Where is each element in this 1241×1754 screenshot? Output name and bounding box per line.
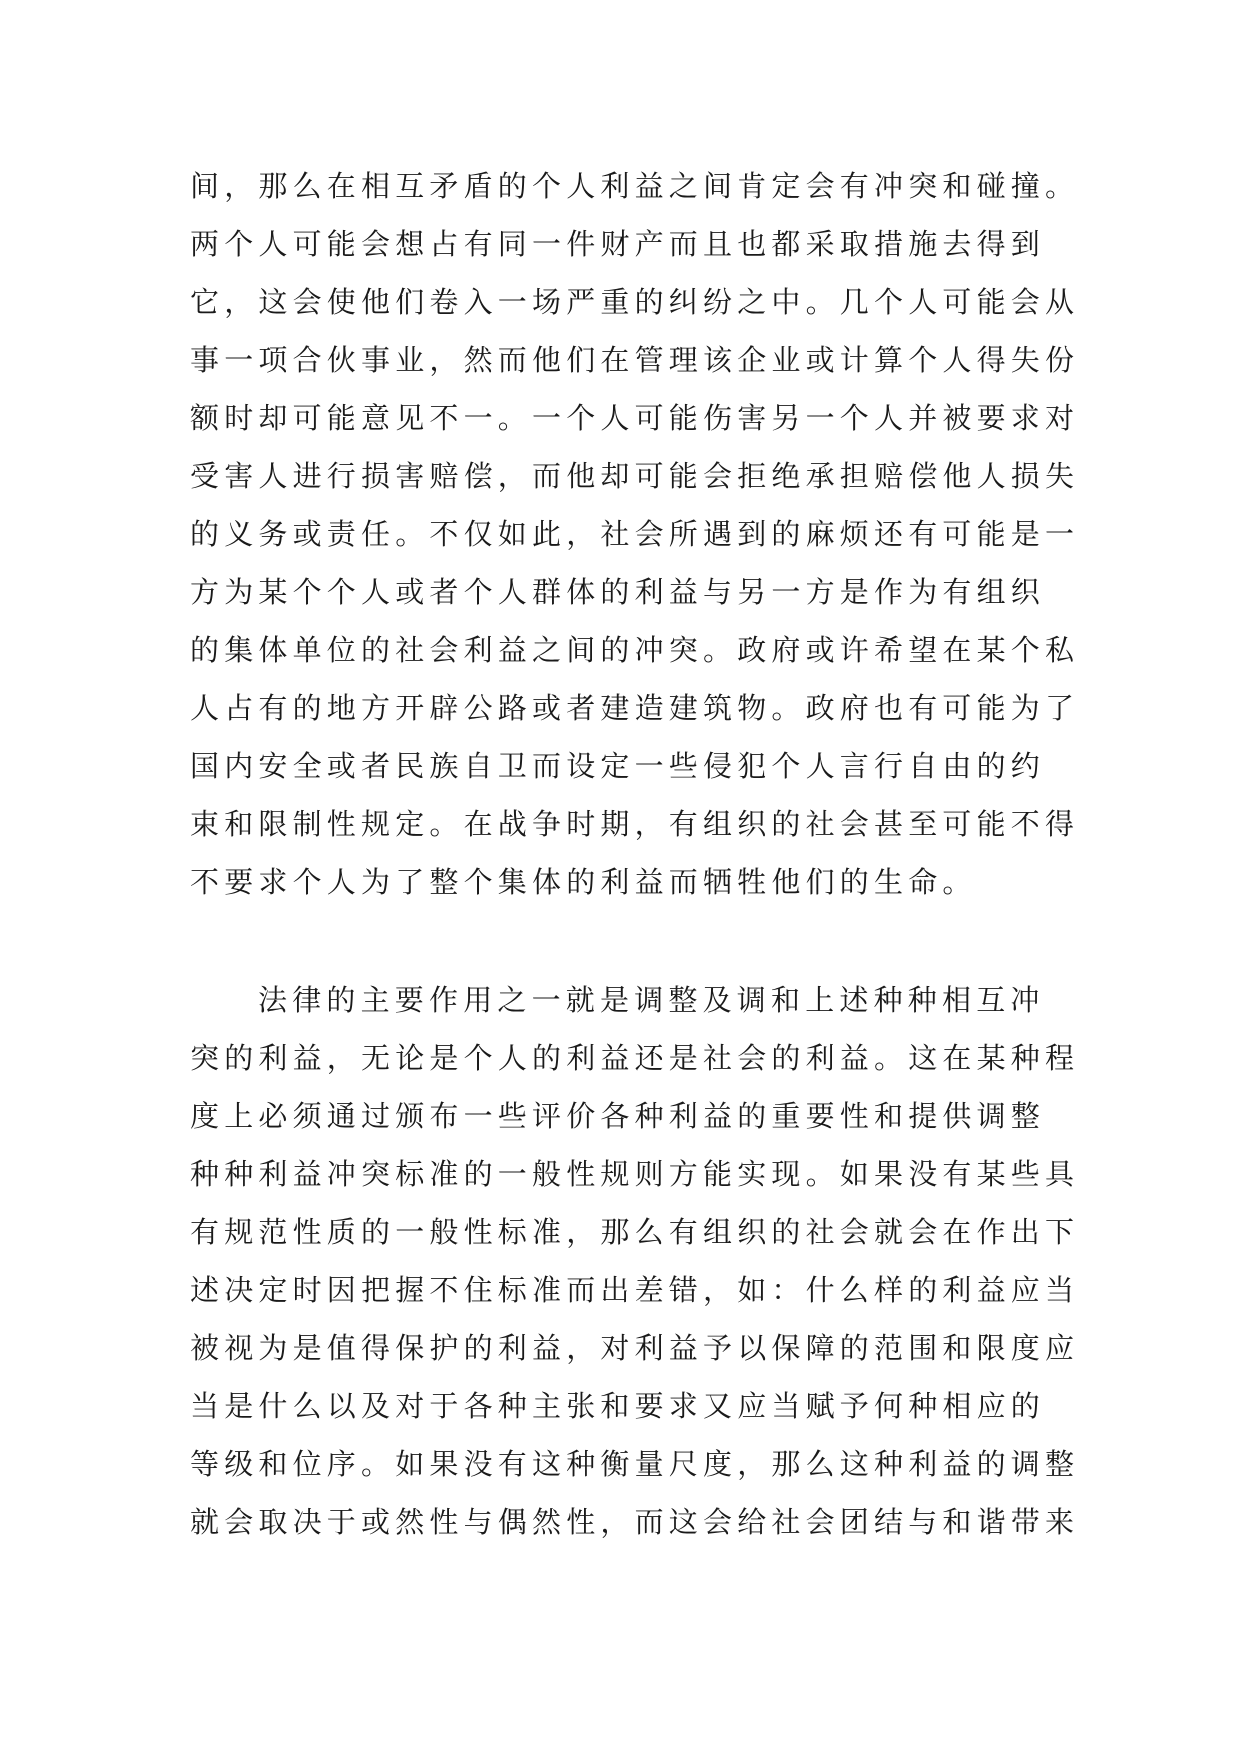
paragraph-line: 被视为是值得保护的利益，对利益予以保障的范围和限度应 (190, 1331, 1080, 1365)
paragraph-line: 间，那么在相互矛盾的个人利益之间肯定会有冲突和碰撞。 (190, 169, 1080, 203)
paragraph-line: 两个人可能会想占有同一件财产而且也都采取措施去得到 (190, 227, 1046, 261)
paragraph-line: 当是什么以及对于各种主张和要求又应当赋予何种相应的 (190, 1389, 1046, 1423)
paragraph-line: 国内安全或者民族自卫而设定一些侵犯个人言行自由的约 (190, 749, 1046, 783)
paragraph-2 (190, 971, 1080, 1551)
paragraph-line: 它，这会使他们卷入一场严重的纠纷之中。几个人可能会从 (190, 285, 1080, 319)
paragraph-line: 方为某个个人或者个人群体的利益与另一方是作为有组织 (190, 575, 1046, 609)
paragraph-line: 不要求个人为了整个集体的利益而牺牲他们的生命。 (190, 865, 977, 899)
paragraph-line: 的义务或责任。不仅如此，社会所遇到的麻烦还有可能是一 (190, 517, 1080, 551)
paragraph-line: 法律的主要作用之一就是调整及调和上述种种相互冲 (258, 983, 1045, 1017)
paragraph-line: 述决定时因把握不住标准而出差错，如：什么样的利益应当 (190, 1273, 1080, 1307)
paragraph-1 (190, 157, 1080, 911)
paragraph-line: 有规范性质的一般性标准，那么有组织的社会就会在作出下 (190, 1215, 1080, 1249)
paragraph-line: 束和限制性规定。在战争时期，有组织的社会甚至可能不得 (190, 807, 1080, 841)
paragraph-line: 额时却可能意见不一。一个人可能伤害另一个人并被要求对 (190, 401, 1080, 435)
paragraph-line: 等级和位序。如果没有这种衡量尺度，那么这种利益的调整 (190, 1447, 1080, 1481)
paragraph-line: 人占有的地方开辟公路或者建造建筑物。政府也有可能为了 (190, 691, 1080, 725)
paragraph-line: 突的利益，无论是个人的利益还是社会的利益。这在某种程 (190, 1041, 1080, 1075)
paragraph-line: 的集体单位的社会利益之间的冲突。政府或许希望在某个私 (190, 633, 1080, 667)
paragraph-line: 就会取决于或然性与偶然性，而这会给社会团结与和谐带来 (190, 1505, 1080, 1539)
paragraph-line: 事一项合伙事业，然而他们在管理该企业或计算个人得失份 (190, 343, 1080, 377)
paragraph-line: 度上必须通过颁布一些评价各种利益的重要性和提供调整 (190, 1099, 1046, 1133)
paragraph-line: 受害人进行损害赔偿，而他却可能会拒绝承担赔偿他人损失 (190, 459, 1080, 493)
paragraph-line: 种种利益冲突标准的一般性规则方能实现。如果没有某些具 (190, 1157, 1080, 1191)
